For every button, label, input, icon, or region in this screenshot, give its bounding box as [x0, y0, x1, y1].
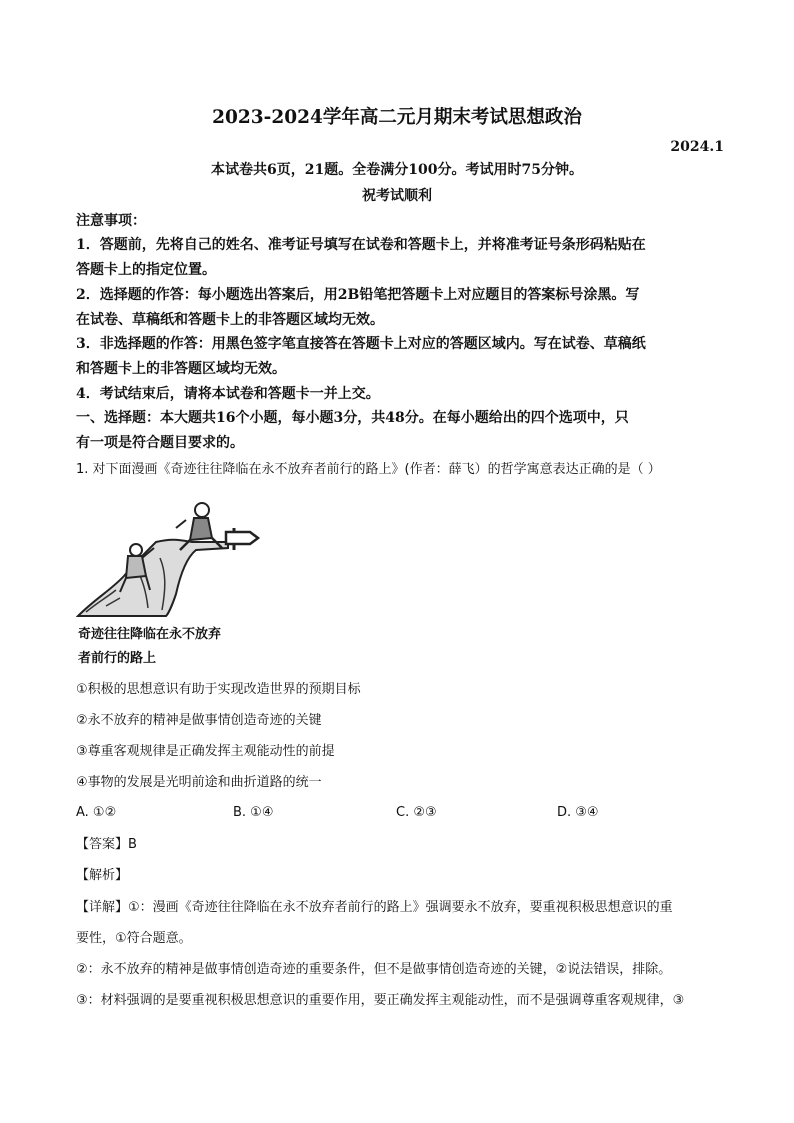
cartoon-caption-line-2: 者前行的路上 [78, 651, 157, 666]
section-intro-cont: 有一项是符合题目要求的。 [76, 435, 244, 451]
statement-3: ③尊重客观规律是正确发挥主观能动性的前提 [76, 744, 335, 759]
cartoon-image [76, 498, 276, 670]
statement-4: ④事物的发展是光明前途和曲折道路的统一 [76, 775, 322, 790]
option-c: C. ②③ [396, 805, 437, 820]
detail-line-1: 【详解】①：漫画《奇迹往往降临在永不放弃者前行的路上》强调要永不放弃，要重视积极思想意识的重 [76, 900, 673, 915]
cartoon-drawing [76, 498, 276, 670]
analysis-label: 【解析】 [76, 868, 129, 883]
option-b: B. ①④ [233, 805, 274, 820]
section-intro: 一、选择题：本大题共16个小题，每小题3分，共48分。在每小题给出的四个选项中，只 [76, 410, 629, 426]
note-item-3: 3．非选择题的作答：用黑色签字笔直接答在答题卡上对应的答题区域内。写在试卷、草稿纸 [76, 336, 646, 352]
exam-info: 本试卷共6页，21题。全卷满分100分。考试用时75分钟。 [211, 162, 583, 178]
note-item-4: 4．考试结束后，请将本试卷和答题卡一并上交。 [76, 386, 380, 402]
note-item-2-cont: 在试卷、草稿纸和答题卡上的非答题区域均无效。 [76, 312, 384, 328]
note-item-1-cont: 答题卡上的指定位置。 [76, 262, 216, 278]
exam-wish: 祝考试顺利 [362, 188, 432, 204]
exam-title: 2023-2024学年高二元月期末考试思想政治 [212, 107, 582, 128]
cartoon-caption-line-1: 奇迹往往降临在永不放弃 [78, 627, 222, 642]
note-item-2: 2．选择题的作答：每小题选出答案后，用2B铅笔把答题卡上对应题目的答案标号涂黑。写 [76, 287, 640, 303]
question-stem: 1. 对下面漫画《奇迹往往降临在永不放弃者前行的路上》(作者：薛飞）的哲学寓意表达正确的是（ ） [76, 462, 661, 477]
statement-2: ②永不放弃的精神是做事情创造奇迹的关键 [76, 713, 322, 728]
notes-heading: 注意事项： [76, 213, 146, 229]
detail-line-2: 要性，①符合题意。 [76, 931, 192, 946]
detail-line-4: ③：材料强调的是要重视积极思想意识的重要作用，要正确发挥主观能动性，而不是强调尊重客观规律，③ [76, 993, 685, 1008]
option-a: A. ①② [76, 805, 117, 820]
detail-line-3: ②：永不放弃的精神是做事情创造奇迹的重要条件，但不是做事情创造奇迹的关键，②说法错误，排除。 [76, 962, 672, 977]
note-item-3-cont: 和答题卡上的非答题区域均无效。 [76, 361, 286, 377]
note-item-1: 1．答题前，先将自己的姓名、准考证号填写在试卷和答题卡上，并将准考证号条形码粘贴在 [76, 237, 646, 253]
exam-date: 2024.1 [670, 139, 724, 155]
option-d: D. ③④ [557, 805, 599, 820]
answer: 【答案】B [76, 837, 137, 852]
statement-1: ①积极的思想意识有助于实现改造世界的预期目标 [76, 682, 361, 697]
